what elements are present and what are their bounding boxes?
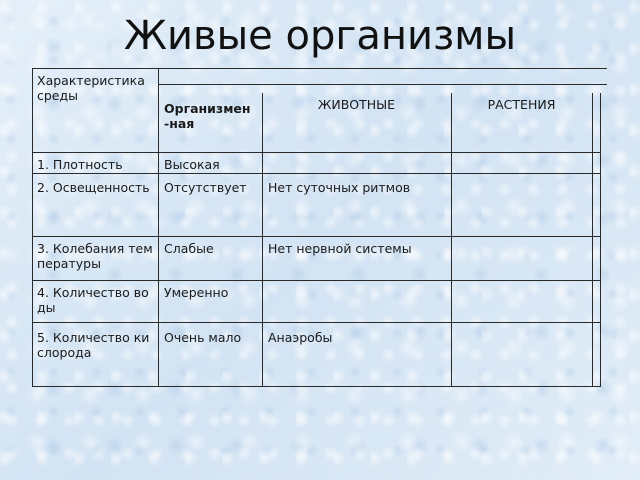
row-organism: Высокая [164, 157, 220, 172]
table-border-left [32, 68, 33, 387]
corner-header: Характеристика среды [37, 73, 145, 103]
organism-header: Организмен -ная [164, 101, 251, 131]
row-characteristic: 2. Освещенность [37, 180, 150, 195]
table-border-top [32, 68, 607, 69]
table-rule [158, 68, 159, 387]
table-rule [451, 93, 452, 387]
table-rule [32, 322, 600, 323]
table-rule [592, 93, 593, 387]
table-rule [262, 93, 263, 387]
row-characteristic: 1. Плотность [37, 157, 123, 172]
slide-title: Живые организмы [123, 13, 517, 59]
table-rule [32, 173, 600, 174]
table-border-bottom [32, 386, 600, 387]
row-organism: Отсутствует [164, 180, 247, 195]
table-rule [32, 280, 600, 281]
row-characteristic: 5. Количество кислорода [37, 330, 150, 360]
row-characteristic: 3. Колебания температуры [37, 241, 153, 271]
row-organism: Умеренно [164, 285, 229, 300]
table-rule [158, 84, 607, 85]
row-organism: Слабые [164, 241, 214, 256]
row-animals: Анаэробы [268, 330, 333, 345]
table-border-right [600, 93, 601, 387]
row-organism: Очень мало [164, 330, 242, 345]
table-rule [32, 152, 600, 153]
animals-header: ЖИВОТНЫЕ [317, 97, 396, 112]
table-rule [32, 236, 600, 237]
plants-header: РАСТЕНИЯ [487, 97, 556, 112]
row-animals: Нет суточных ритмов [268, 180, 411, 195]
row-animals: Нет нервной системы [268, 241, 412, 256]
row-characteristic: 4. Количество воды [37, 285, 149, 315]
